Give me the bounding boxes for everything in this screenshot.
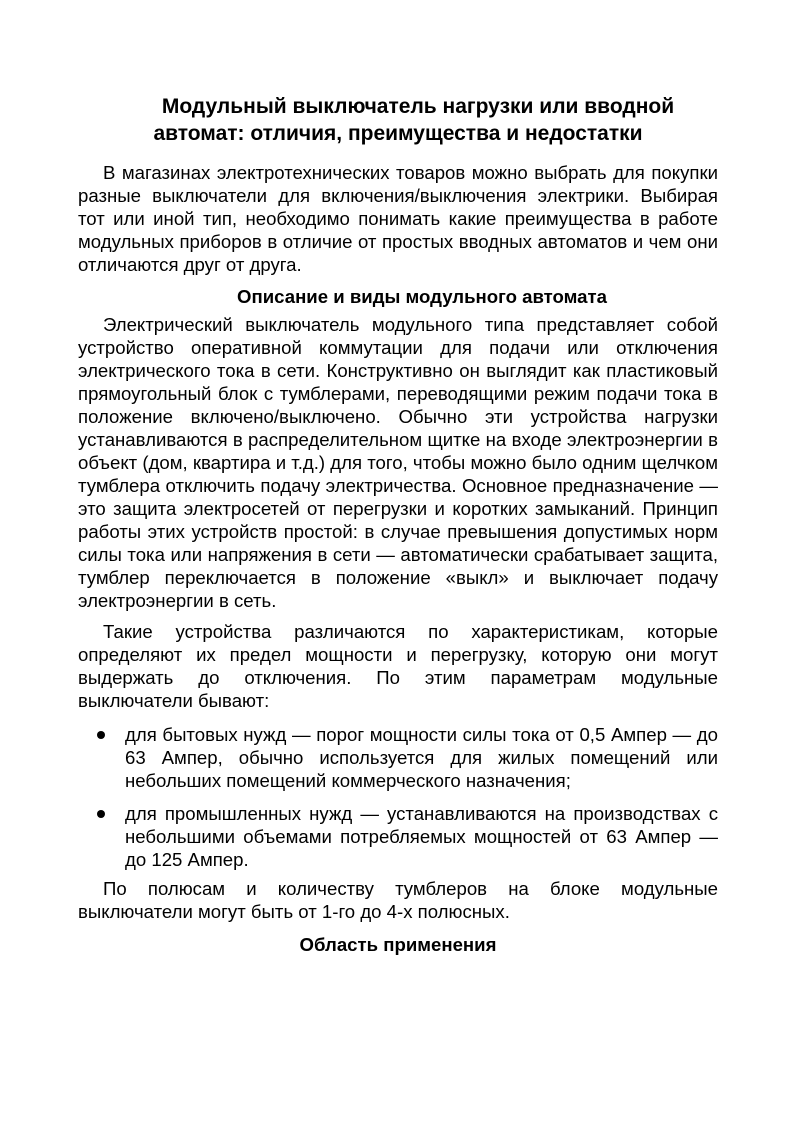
bullet-icon bbox=[97, 731, 105, 739]
list-item-text: для бытовых нужд — порог мощности силы тока от 0,5 Ампер — до 63 Ампер, обычно используется для жилых помещений или небольших помещений коммерческого назначения; bbox=[125, 724, 718, 791]
section-heading-application: Область применения bbox=[299, 934, 497, 955]
list-item-text: для промышленных нужд — устанавливаются на производствах с небольшими объемами потребляемых мощностей от 63 Ампер — до 125 Ампер. bbox=[125, 803, 718, 870]
poles-paragraph: По полюсам и количеству тумблеров на блоке модульные выключатели могут быть от 1-го до 4-х полюсных. bbox=[78, 878, 718, 922]
list-item bbox=[78, 802, 718, 871]
section-heading-description: Описание и виды модульного автомата bbox=[237, 286, 607, 307]
title-line-1: Модульный выключатель нагрузки или вводной bbox=[161, 95, 675, 118]
intro-paragraph: В магазинах электротехнических товаров можно выбрать для покупки разные выключатели для включения/выключения электрики. Выбирая тот или иной тип, необходимо понимать какие преимущества в работе модульных приборов в отличие от простых вводных автоматов и чем они отличаются друг от друга. bbox=[78, 162, 718, 275]
types-paragraph: Такие устройства различаются по характеристикам, которые определяют их предел мощности и перегрузку, которую они могут выдержать до отключения. По этим параметрам модульные выключатели бывают: bbox=[78, 621, 718, 711]
title-line-2: автомат: отличия, преимущества и недостатки bbox=[153, 122, 643, 145]
document-title bbox=[78, 93, 718, 147]
description-paragraph: Электрический выключатель модульного типа представляет собой устройство оперативной коммутации для подачи или отключения электрического тока в сети. Конструктивно он выглядит как пластиковый прямоугольный блок с тумблерами, переводящими режим подачи тока в положение включено/выключено. Обычно эти устройства нагрузки устанавливаются в распределительном щитке на входе электроэнергии в объект (дом, квартира и т.д.) для того, чтобы можно было одним щелчком тумблера отключить подачу электричества. Основное предназначение — это защита электросетей от перегрузки и коротких замыканий. Принцип работы этих устройств простой: в случае превышения допустимых норм силы тока или напряжения в сети — автоматически срабатывает защита, тумблер переключается в положение «выкл» и выключает подачу электроэнергии в сеть. bbox=[78, 314, 718, 611]
document-page bbox=[78, 93, 718, 961]
bullet-icon bbox=[97, 810, 105, 818]
list-item bbox=[78, 723, 718, 792]
types-list bbox=[78, 723, 718, 871]
